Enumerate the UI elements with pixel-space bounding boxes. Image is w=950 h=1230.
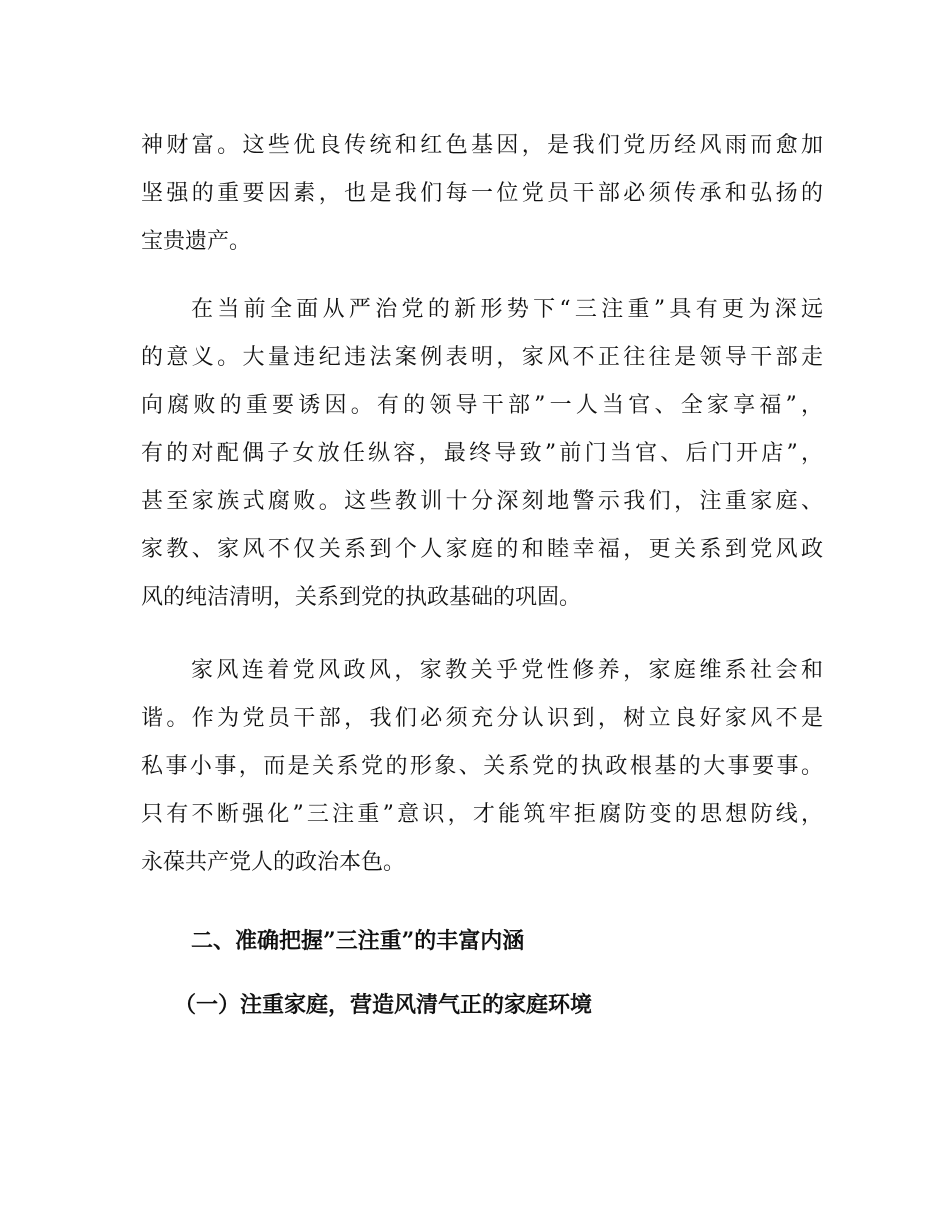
text-line: 的意义。大量违纪违法案例表明，家风不正往往是领导干部走 (141, 345, 823, 370)
text-line: 家教、家风不仅关系到个人家庭的和睦幸福，更关系到党风政 (141, 537, 823, 562)
text-line: 风的纯洁清明，关系到党的执政基础的巩固。 (141, 585, 582, 610)
text-line: 在当前全面从严治党的新形势下“三注重”具有更为深远 (191, 297, 823, 322)
text-line: 永葆共产党人的政治本色。 (141, 850, 406, 875)
text-line: 向腐败的重要诱因。有的领导干部”一人当官、全家享福”， (141, 393, 823, 418)
text-line: 家风连着党风政风，家教关乎党性修养，家庭维系社会和 (191, 658, 823, 683)
text-line: 宝贵遗产。 (141, 229, 252, 254)
document-page (141, 122, 823, 1029)
text-line: 有的对配偶子女放任纵容，最终导致”前门当官、后门开店”， (141, 441, 823, 466)
subsection-heading: （一）注重家庭，营造风清气正的家庭环境 (174, 992, 593, 1018)
text-line: 私事小事，而是关系党的形象、关系党的执政根基的大事要事。 (141, 754, 823, 779)
text-line: 只有不断强化”三注重”意识，才能筑牢拒腐防变的思想防线， (141, 802, 823, 827)
paragraph-3 (141, 647, 823, 887)
text-line: 谐。作为党员干部，我们必须充分认识到，树立良好家风不是 (141, 706, 823, 731)
section-heading: 二、准确把握”三注重”的丰富内涵 (191, 928, 525, 954)
text-line: 神财富。这些优良传统和红色基因，是我们党历经风雨而愈加 (141, 133, 823, 158)
text-line: 甚至家族式腐败。这些教训十分深刻地警示我们，注重家庭、 (141, 489, 823, 514)
text-line: 坚强的重要因素，也是我们每一位党员干部必须传承和弘扬的 (141, 181, 823, 206)
paragraph-1 (141, 122, 823, 266)
paragraph-2 (141, 286, 823, 622)
